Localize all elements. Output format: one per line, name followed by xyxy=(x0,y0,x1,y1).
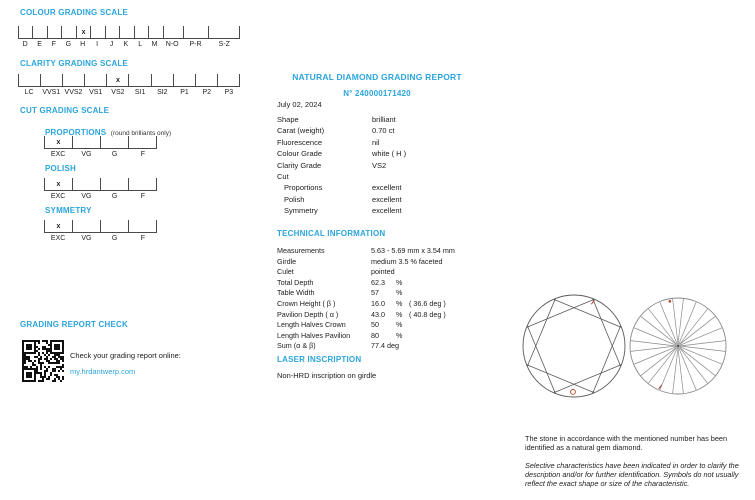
scale-label-f: F xyxy=(140,151,146,158)
scale-label-vs2: VS2 xyxy=(111,89,125,96)
technical-title: TECHNICAL INFORMATION xyxy=(277,229,386,238)
scale-cell-f xyxy=(128,136,157,148)
scale-label-l: L xyxy=(138,41,143,48)
scale-cell-i xyxy=(90,26,104,38)
report-number: N° 240000171420 xyxy=(343,89,411,98)
scale-label-g: G xyxy=(111,151,118,158)
scale-label-e: E xyxy=(37,41,42,48)
symmetry-scale xyxy=(44,220,157,242)
attribute-value: excellent xyxy=(372,183,402,193)
attribute-row xyxy=(277,160,487,171)
attribute-label: Cut xyxy=(277,171,289,181)
characteristic-mark xyxy=(571,390,576,395)
scale-label-m: M xyxy=(151,41,158,48)
technical-label: Girdle xyxy=(277,256,297,266)
scale-cell-p-r xyxy=(183,26,208,38)
characteristics-disclaimer: Selective characteristics have been indicated in order to clarify the description and/or for further identification. Symbols do not usually reflect the exact shape or size of the characteristic. xyxy=(525,461,739,489)
technical-unit: % xyxy=(396,298,403,308)
colour-scale-title: COLOUR GRADING SCALE xyxy=(20,8,128,17)
scale-cell-m xyxy=(148,26,162,38)
attribute-value: VS2 xyxy=(372,160,387,170)
scale-label-f: F xyxy=(140,235,146,242)
scale-label-lc: LC xyxy=(24,89,34,96)
proportions-scale xyxy=(44,136,157,158)
technical-label: Table Width xyxy=(277,288,315,298)
scale-labels xyxy=(18,41,240,48)
scale-cell-exc xyxy=(44,178,72,190)
attribute-label: Polish xyxy=(284,194,305,204)
scale-cell-vg xyxy=(72,136,100,148)
laser-title: LASER INSCRIPTION xyxy=(277,355,362,364)
scale-label-vs1: VS1 xyxy=(89,89,103,96)
cut-scale-title: CUT GRADING SCALE xyxy=(20,106,110,115)
scale-ruler xyxy=(18,74,240,87)
technical-unit: % xyxy=(396,330,403,340)
technical-row xyxy=(277,257,497,268)
report-check-caption: Check your grading report online: xyxy=(70,351,181,360)
selected-grade-mark: x xyxy=(56,222,61,230)
technical-row xyxy=(277,278,497,289)
scale-cell-j xyxy=(105,26,119,38)
scale-cell-si2 xyxy=(151,74,173,86)
technical-label: Pavilion Depth ( α ) xyxy=(277,309,339,319)
technical-label: Sum (α & β) xyxy=(277,341,316,351)
attribute-label: Colour Grade xyxy=(277,149,323,159)
scale-label-vg: VG xyxy=(81,235,92,242)
technical-value: 62.3 xyxy=(371,277,385,287)
attribute-value: brilliant xyxy=(372,115,396,124)
scale-labels xyxy=(44,193,157,200)
report-attributes xyxy=(277,114,487,217)
scale-label-f: F xyxy=(140,193,146,200)
scale-cell-exc xyxy=(44,136,72,148)
characteristic-mark xyxy=(669,300,672,303)
attribute-row xyxy=(277,137,487,148)
report-title: NATURAL DIAMOND GRADING REPORT xyxy=(292,72,462,82)
scale-label-f: F xyxy=(51,41,57,48)
clarity-scale-title: CLARITY GRADING SCALE xyxy=(20,59,129,68)
technical-value: 5.63 - 5.69 mm x 3.54 mm xyxy=(371,246,455,255)
attribute-value: excellent xyxy=(372,206,402,216)
selected-grade-mark: x xyxy=(115,76,120,84)
scale-label-g: G xyxy=(111,235,118,242)
technical-label: Length Halves Pavilion xyxy=(277,330,351,340)
scale-label-exc: EXC xyxy=(50,193,66,200)
scale-cell-n-o xyxy=(163,26,184,38)
selected-grade-mark: x xyxy=(56,180,61,188)
scale-cell-s-z xyxy=(208,26,240,38)
scale-label-vvs1: VVS1 xyxy=(42,89,61,96)
scale-cell-vs1 xyxy=(84,74,106,86)
scale-cell-g xyxy=(100,220,128,232)
attribute-value: white ( H ) xyxy=(372,149,407,159)
attribute-value: 0.70 ct xyxy=(372,126,395,136)
scale-label-p3: P3 xyxy=(224,89,234,96)
technical-value: medium 3.5 % faceted xyxy=(371,256,443,266)
attribute-label: Symmetry xyxy=(284,206,318,216)
scale-label-d: D xyxy=(22,41,28,48)
scale-label-vg: VG xyxy=(81,193,92,200)
technical-row xyxy=(277,246,497,257)
scale-labels xyxy=(44,235,157,242)
scale-label-p2: P2 xyxy=(202,89,211,96)
scale-label-i: I xyxy=(96,41,99,48)
technical-value: 57 xyxy=(371,288,379,298)
scale-cell-h xyxy=(76,26,90,38)
scale-label-si2: SI2 xyxy=(157,89,168,96)
technical-label: Crown Height ( β ) xyxy=(277,298,336,308)
scale-cell-exc xyxy=(44,220,72,232)
laser-text: Non-HRD inscription on girdle xyxy=(277,371,377,380)
scale-cell-vg xyxy=(72,220,100,232)
scale-label-exc: EXC xyxy=(50,235,66,242)
technical-label: Culet xyxy=(277,267,294,277)
attribute-row xyxy=(277,182,487,193)
scale-label-h: H xyxy=(80,41,86,48)
scale-label-k: K xyxy=(123,41,129,48)
scale-cell-vvs1 xyxy=(40,74,62,86)
scale-label-vg: VG xyxy=(81,151,92,158)
attribute-row xyxy=(277,114,487,125)
report-date: July 02, 2024 xyxy=(277,100,322,109)
technical-value: 77.4 deg xyxy=(371,341,399,351)
scale-cell-si1 xyxy=(128,74,150,86)
attribute-value: excellent xyxy=(372,194,402,204)
scale-labels xyxy=(18,89,240,96)
report-check-link[interactable]: my.hrdantwerp.com xyxy=(70,367,136,376)
scale-cell-d xyxy=(18,26,32,38)
scale-cell-e xyxy=(32,26,46,38)
scale-cell-f xyxy=(128,178,157,190)
technical-value: 16.0 xyxy=(371,298,385,308)
scale-cell-g xyxy=(61,26,75,38)
technical-row xyxy=(277,267,497,278)
attribute-row xyxy=(277,171,487,182)
selected-grade-mark: x xyxy=(56,138,61,146)
clarity-grading-scale xyxy=(18,74,240,96)
scale-label-p-r: P-R xyxy=(189,41,202,48)
technical-value: 43.0 xyxy=(371,309,385,319)
technical-row xyxy=(277,331,497,342)
attribute-row xyxy=(277,148,487,159)
attribute-row xyxy=(277,194,487,205)
technical-unit xyxy=(396,257,409,268)
technical-unit xyxy=(396,341,409,352)
technical-row xyxy=(277,341,497,352)
technical-unit: % xyxy=(396,320,403,330)
scale-cell-g xyxy=(100,178,128,190)
scale-label-si1: SI1 xyxy=(134,89,146,96)
colour-grading-scale xyxy=(18,26,240,48)
technical-label: Measurements xyxy=(277,246,325,255)
scale-cell-f xyxy=(47,26,61,38)
attribute-row xyxy=(277,205,487,216)
scale-label-exc: EXC xyxy=(50,151,66,158)
polish-scale xyxy=(44,178,157,200)
scale-label-g: G xyxy=(111,193,118,200)
proportions-title: PROPORTIONS xyxy=(45,128,107,137)
scale-ruler xyxy=(44,220,157,233)
scale-cell-vs2 xyxy=(106,74,128,86)
symmetry-title: SYMMETRY xyxy=(45,206,92,215)
crown-view-diagram xyxy=(520,292,628,400)
technical-row xyxy=(277,310,497,321)
proportions-note: (round brilliants only) xyxy=(110,130,172,137)
attribute-row xyxy=(277,125,487,136)
report-check-title: GRADING REPORT CHECK xyxy=(20,320,129,329)
technical-value: 50 xyxy=(371,320,379,330)
qr-code xyxy=(22,340,64,382)
scale-cell-p1 xyxy=(173,74,195,86)
technical-label: Total Depth xyxy=(277,277,314,287)
scale-cell-k xyxy=(119,26,133,38)
scale-label-vvs2: VVS2 xyxy=(64,89,83,96)
attribute-label: Fluorescence xyxy=(277,137,323,147)
polish-title: POLISH xyxy=(45,164,76,173)
attribute-label: Shape xyxy=(277,115,299,124)
scale-ruler xyxy=(18,26,240,39)
scale-label-s-z: S-Z xyxy=(218,41,230,48)
scale-cell-f xyxy=(128,220,157,232)
technical-extra: ( 36.6 deg ) xyxy=(409,298,446,308)
technical-row xyxy=(277,320,497,331)
scale-cell-g xyxy=(100,136,128,148)
scale-cell-p2 xyxy=(195,74,217,86)
pavilion-view-diagram xyxy=(626,294,730,398)
scale-label-n-o: N-O xyxy=(165,41,179,48)
technical-value: pointed xyxy=(371,267,395,277)
scale-cell-p3 xyxy=(217,74,240,86)
technical-unit: % xyxy=(396,288,403,298)
technical-unit: % xyxy=(396,277,403,287)
scale-label-j: J xyxy=(109,41,114,48)
selected-grade-mark: x xyxy=(81,28,86,36)
scale-labels xyxy=(44,151,157,158)
technical-label: Length Halves Crown xyxy=(277,320,346,330)
technical-unit: % xyxy=(396,309,403,319)
technical-unit xyxy=(396,267,409,278)
technical-value: 80 xyxy=(371,330,379,340)
technical-extra: ( 40.8 deg ) xyxy=(409,309,446,319)
identification-statement: The stone in accordance with the mentioned number has been identified as a natural gem diamond. xyxy=(525,434,728,453)
attribute-label: Proportions xyxy=(284,183,323,193)
technical-rows xyxy=(277,246,497,352)
scale-ruler xyxy=(44,178,157,191)
scale-cell-vg xyxy=(72,178,100,190)
attribute-value: nil xyxy=(372,137,380,147)
attribute-label: Carat (weight) xyxy=(277,126,325,136)
scale-label-p1: P1 xyxy=(180,89,189,96)
scale-cell-vvs2 xyxy=(62,74,84,86)
scale-ruler xyxy=(44,136,157,149)
technical-row xyxy=(277,299,497,310)
attribute-label: Clarity Grade xyxy=(277,160,322,170)
scale-label-g: G xyxy=(65,41,72,48)
technical-unit xyxy=(396,246,409,257)
scale-cell-l xyxy=(134,26,148,38)
technical-row xyxy=(277,288,497,299)
scale-cell-lc xyxy=(18,74,40,86)
